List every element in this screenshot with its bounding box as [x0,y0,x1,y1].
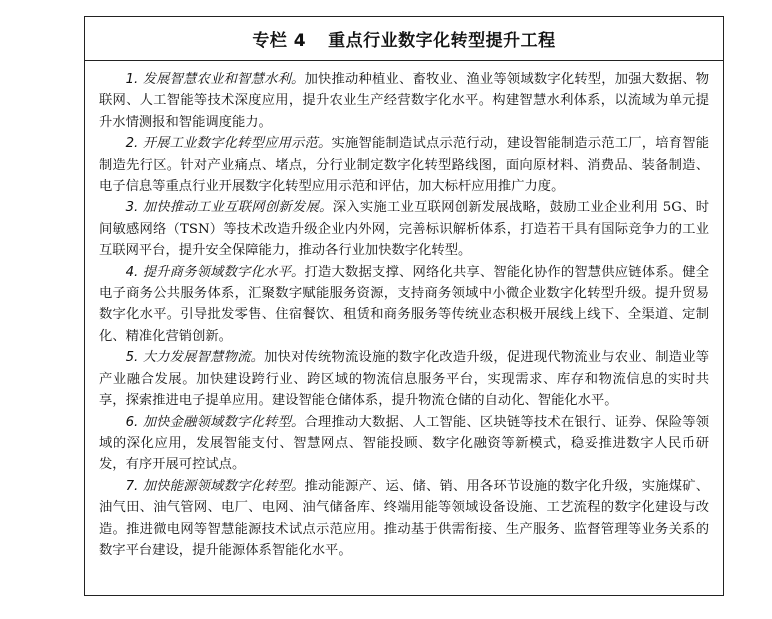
paragraph-body: 合理推动大数据、人工智能、区块链等技术在银行、证券、保险等领域的深化应用，发展智能支付、智慧网点、智能投顾、数字化融资等新模式，稳妥推进数字人民币研发，有序开展可控试点。 [99,414,710,473]
paragraph-body: 打造大数据支撑、网络化共享、智能化协作的智慧供应链体系。健全电子商务公共服务体系，汇聚数字赋能服务资源，支持商务领域中小微企业数字化转型升级。提升贸易数字化水平。引导批发零售、住宿餐饮、租赁和商务服务等传统业态积极开展线上线下、全渠道、定制化、精准化营销创新。 [99,264,710,344]
box-title-label: 专栏 4 [252,31,307,51]
paragraph-body: 加快对传统物流设施的数字化改造升级，促进现代物流业与农业、制造业等产业融合发展。加快建设跨行业、跨区域的物流信息服务平台，实现需求、库存和物流信息的实时共享，探索推进电子提单应用。建设智能仓储体系，提升物流仓储的自动化、智能化水平。 [99,350,709,409]
paragraph-agriculture [99,69,709,133]
paragraph-industry [99,133,709,197]
paragraph-body: 加快推动种植业、畜牧业、渔业等领域数字化转型，加强大数据、物联网、人工智能等技术深度应用，提升农业生产经营数字化水平。构建智慧水利体系，以流域为单元提升水情测报和智能调度能力。 [99,72,710,130]
paragraph-lead: 4. 提升商务领域数字化水平。 [125,264,305,280]
paragraph-energy [99,476,709,562]
paragraph-finance [99,412,709,476]
paragraph-logistics [99,347,709,411]
paragraph-lead: 6. 加快金融领域数字化转型。 [125,414,305,430]
paragraph-lead: 7. 加快能源领域数字化转型。 [125,478,305,494]
box-content [85,61,723,561]
paragraph-industrial-internet [99,197,709,261]
box-title [85,17,723,61]
paragraph-lead: 3. 加快推动工业互联网创新发展。 [125,200,333,216]
paragraph-body: 推动能源产、运、储、销、用各环节设施的数字化升级，实施煤矿、油气田、油气管网、电厂、电网、油气储备库、终端用能等领域设备设施、工艺流程的数字化建设与改造。推进微电网等智慧能源技术试点示范应用。推动基于供需衔接、生产服务、监督管理等业务关系的数字平台建设，提升能源体系智能化水平。 [99,478,710,558]
box-title-text: 重点行业数字化转型提升工程 [328,31,556,51]
paragraph-lead: 1. 发展智慧农业和智慧水利。 [125,72,305,87]
paragraph-body: 深入实施工业互联网创新发展战略，鼓励工业企业利用 5G、时间敏感网络（TSN）等技术改造升级企业内外网，完善标识解析体系，打造若干具有国际竞争力的工业互联网平台，提升安全保障能力，推动各行业加快数字化转型。 [99,200,709,259]
paragraph-lead: 5. 大力发展智慧物流。 [125,350,265,366]
paragraph-commerce [99,262,709,348]
feature-box [84,16,724,596]
paragraph-body: 实施智能制造试点示范行动，建设智能制造示范工厂，培育智能制造先行区。针对产业痛点、堵点，分行业制定数字化转型路线图，面向原材料、消费品、装备制造、电子信息等重点行业开展数字化转型应用示范和评估，加大标杆应用推广力度。 [99,136,709,195]
paragraph-lead: 2. 开展工业数字化转型应用示范。 [125,136,332,152]
